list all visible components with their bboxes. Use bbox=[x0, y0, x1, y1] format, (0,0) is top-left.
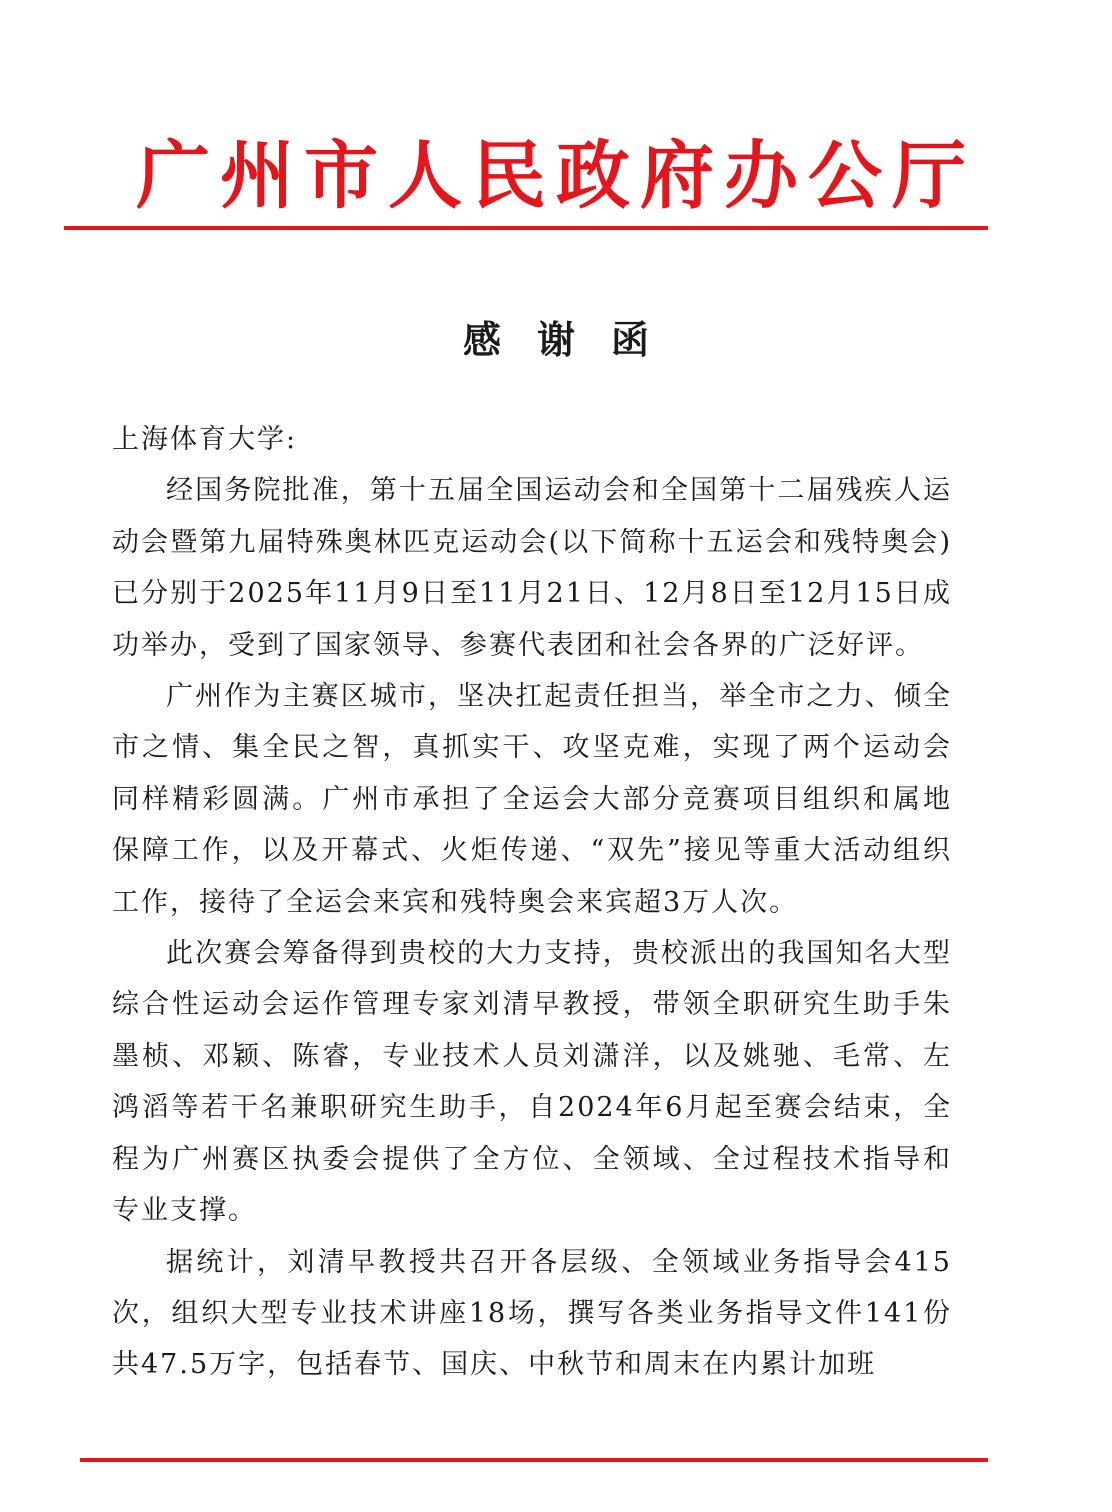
salutation: 上海体育大学: bbox=[112, 424, 298, 455]
letterhead-red-rule bbox=[64, 226, 988, 230]
paragraph-1: 经国务院批准，第十五届全国运动会和全国第十二届残疾人运动会暨第九届特殊奥林匹克运动会(以下简称十五运会和残特奥会)已分别于2025年11月9日至11月21日、12月8日至12月15日成功举办，受到了国家领导、参赛代表团和社会各界的广泛好评。 bbox=[112, 475, 952, 661]
paragraph-3: 此次赛会筹备得到贵校的大力支持，贵校派出的我国知名大型综合性运动会运作管理专家刘清早教授，带领全职研究生助手朱墨桢、邓颖、陈睿，专业技术人员刘潇洋，以及姚驰、毛常、左鸿滔等若干名兼职研究生助手，自2024年6月起至赛会结束，全程为广州赛区执委会提供了全方位、全领域、全过程技术指导和专业支撑。 bbox=[112, 938, 952, 1227]
paragraph-2: 广州作为主赛区城市，坚决扛起责任担当，举全市之力、倾全市之情、集全民之智，真抓实干、攻坚克难，实现了两个运动会同样精彩圆满。广州市承担了全运会大部分竞赛项目组织和属地保障工作，以及开幕式、火炬传递、“双先”接见等重大活动组织工作，接待了全运会来宾和残特奥会来宾超3万人次。 bbox=[112, 681, 952, 918]
letter-title: 感谢函 bbox=[462, 317, 685, 362]
paragraph-4: 据统计，刘清早教授共召开各层级、全领域业务指导会415次，组织大型专业技术讲座18场，撰写各类业务指导文件141份共47.5万字，包括春节、国庆、中秋节和周末在内累计加班 bbox=[112, 1246, 952, 1381]
footer-red-rule bbox=[80, 1458, 988, 1462]
letterhead-org-name: 广州市人民政府办公厅 bbox=[136, 133, 976, 219]
letter-body bbox=[112, 414, 952, 1391]
